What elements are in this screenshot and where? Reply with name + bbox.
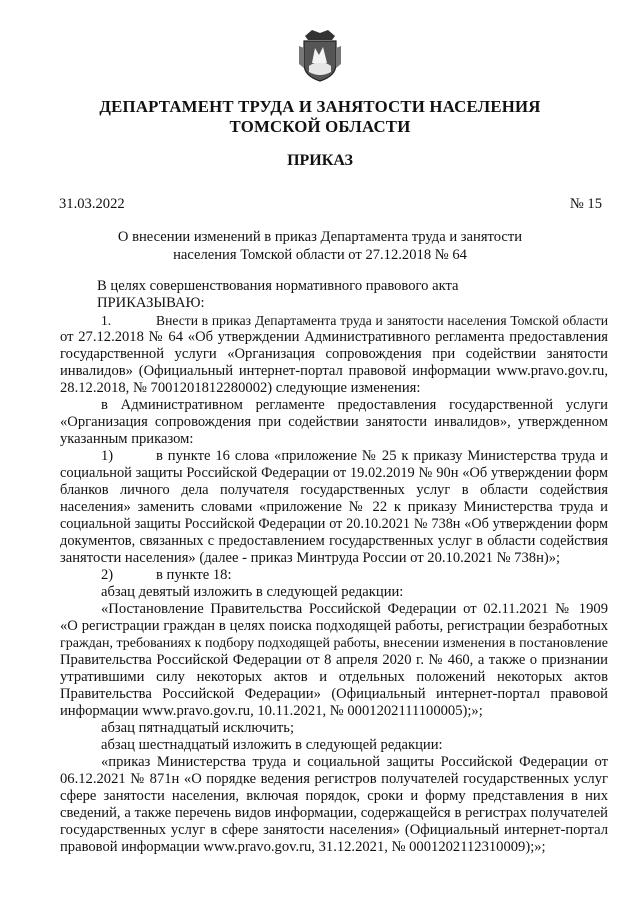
body-line: населения» заменить словами «приложение № 22 к приказу Министерства труда и [60,499,608,515]
item-number: 1. [101,313,112,328]
body-line: сфере занятости населения, включая порядок, сроки и форму представления в них [60,788,608,804]
body-line: указанным приказом: [60,431,194,447]
body-line [60,448,608,465]
body-line: документов, связанных с предоставлением государственных услуг в области содействия [60,533,608,549]
body-line: граждан, требованиях к подбору подходящей работы, внесении изменения в постановление [60,636,608,651]
body-line: «О регистрации граждан в целях поиска подходящей работы, регистрации безработных [60,618,608,634]
subject-line: О внесении изменений в приказ Департамента труда и занятости [117,229,523,245]
order-directive: ПРИКАЗЫВАЮ: [97,295,205,311]
body-line: государственных услуг в сфере занятости населения» (Официальный интернет-портал [60,822,608,838]
body-line: инвалидов» (Официальный интернет-портал правовой информации www.pravo.gov.ru, [60,363,608,379]
body-line: социальной защиты Российской Федерации от 20.10.2021 № 738н «Об утверждении форм [60,516,608,532]
body-line: утратившими силу некоторых актов и отдельных положений некоторых актов [60,669,608,685]
body-line-text: в пункте 16 слова «приложение № 25 к приказу Министерства труда и [156,448,608,464]
item-number: 2) [101,567,114,583]
body-line: занятости населения» (далее - приказ Минтруда России от 20.10.2021 № 738н)»; [60,550,561,566]
body-line: правовой информации www.pravo.gov.ru, 31.12.2021, № 0001202112310009);»; [60,839,546,855]
body-line: Правительства Российской Федерации от 8 апреля 2020 г. № 460, а также о признании [60,652,608,668]
item-number: 1) [101,448,114,464]
body-line: абзац шестнадцатый изложить в следующей редакции: [101,737,443,753]
order-body [60,278,608,856]
body-line: информации www.pravo.gov.ru, 10.11.2021, № 0001202111100005);»; [60,703,483,719]
order-subject [100,228,540,264]
department-name-line2: ТОМСКОЙ ОБЛАСТИ [229,117,411,136]
order-number: № 15 [569,196,602,212]
body-line: бланков личного дела получателя государственных услуг в области содействия [60,482,608,498]
document-type-title: ПРИКАЗ [287,152,353,169]
order-date: 31.03.2022 [59,196,125,212]
department-name-line1: ДЕПАРТАМЕНТ ТРУДА И ЗАНЯТОСТИ НАСЕЛЕНИЯ [99,97,541,116]
body-line: «приказ Министерства труда и социальной защиты Российской Федерации от [101,754,608,770]
body-line: государственной услуги «Организация сопровождения при содействии занятости [60,346,608,362]
body-line: от 27.12.2018 № 64 «Об утверждении Административного регламента предоставления [60,329,608,345]
body-line: 06.12.2021 № 871н «О порядке ведения регистров получателей государственных услуг [60,771,608,787]
body-line: сведений, а также перечень видов информации, содержащейся в регистрах получателей [60,805,608,821]
body-line: абзац девятый изложить в следующей редакции: [101,584,404,600]
body-line: «Постановление Правительства Российской Федерации от 02.11.2021 № 1909 [101,601,608,617]
preamble: В целях совершенствования нормативного правового акта [97,278,459,294]
body-line [60,312,608,329]
body-line-text: Внести в приказ Департамента труда и занятости населения Томской области [156,313,608,328]
body-line: социальной защиты Российской Федерации от 19.02.2019 № 90н «Об утверждении форм [60,465,608,481]
body-line: 28.12.2018, № 7001201812280002) следующие изменения: [60,380,421,396]
body-line-text: в пункте 18: [156,567,232,583]
body-line [60,567,608,584]
body-line: в Административном регламенте предоставления государственной услуги [101,397,608,413]
tomsk-coat-of-arms-icon [299,28,341,83]
body-line: абзац пятнадцатый исключить; [101,720,295,736]
body-line: Правительства Российской Федерации» (Официальный интернет-портал правовой [60,686,608,702]
subject-line: населения Томской области от 27.12.2018 № 64 [173,247,467,263]
body-line: «Организация сопровождения при содействии занятости инвалидов», утвержденном [60,414,608,430]
